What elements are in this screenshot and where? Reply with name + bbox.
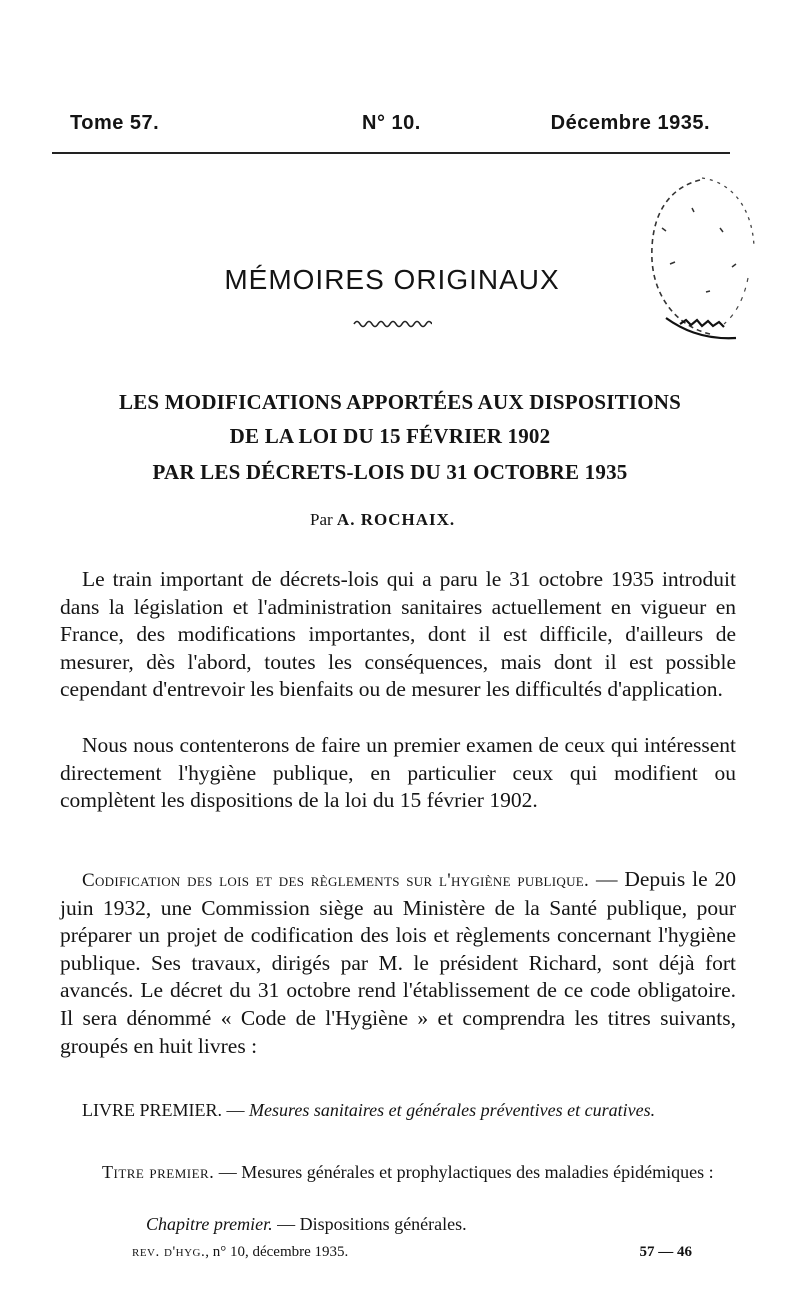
titre-text: Mesures générales et prophylactiques des maladies épidémiques : <box>241 1162 714 1182</box>
article-title-line-2: DE LA LOI DU 15 FÉVRIER 1902 <box>229 424 551 448</box>
livre-text: Mesures sanitaires et générales préventives et curatives. <box>249 1100 656 1120</box>
livre-label: LIVRE PREMIER. <box>82 1100 223 1120</box>
section-title: MÉMOIRES ORIGINAUX <box>224 264 560 295</box>
footer-citation <box>132 1244 348 1261</box>
header-rule <box>52 152 730 154</box>
outline-chapitre: Chapitre premier. — Dispositions générales. <box>146 1214 467 1234</box>
chapitre-label: Chapitre premier. <box>146 1214 273 1234</box>
author-byline <box>310 510 455 530</box>
body-paragraph-3 <box>60 866 736 1060</box>
footer-journal: rev. d'hyg. <box>132 1244 206 1260</box>
outline-livre: LIVRE PREMIER. — Mesures sanitaires et générales préventives et curatives. <box>82 1100 656 1120</box>
library-stamp-icon <box>640 168 760 348</box>
codification-text: — Depuis le 20 juin 1932, une Commission siège au Ministère de la Santé publique, pour préparer un projet de codification des lois et règlements concernant l'hygiène publique. Ses travaux, dirigés par M. le président Richard, sont déjà fort avancés. Le décret du 31 octobre rend l'établissement de ce code obligatoire. Il sera dénommé « Code de l'Hygiène » et comprendra les titres suivants, groupés en huit livres : <box>60 867 736 1058</box>
author-prefix: Par <box>310 510 333 529</box>
ornament-divider <box>352 318 432 330</box>
titre-label: Titre premier. <box>102 1162 215 1182</box>
page-footer <box>132 1244 692 1268</box>
author-name: A. ROCHAIX. <box>336 510 456 529</box>
outline-titre: Titre premier. — Mesures générales et prophylactiques des maladies épidémiques : <box>82 1160 742 1185</box>
body-paragraph-2: Nous nous contenterons de faire un premier examen de ceux qui intéressent directement l'hygiène publique, en particulier ceux qui modifient ou complètent les dispositions de la loi du 15 février 1902. <box>60 733 736 813</box>
article-title-line-3: PAR LES DÉCRETS-LOIS DU 31 OCTOBRE 1935 <box>152 460 628 484</box>
footer-signature: 57 — 46 <box>639 1244 692 1260</box>
running-header <box>70 112 710 142</box>
footer-issue: , n° 10, décembre 1935. <box>205 1244 349 1260</box>
body-paragraph-1: Le train important de décrets-lois qui a paru le 31 octobre 1935 introduit dans la législation et l'administration sanitaires actuellement en vigueur en France, des modifications importantes, dont il est difficile, d'ailleurs de mesurer, dès l'abord, toutes les conséquences, mais dont il est possible cependant d'entrevoir les bienfaits ou de mesurer les difficultés d'application. <box>60 567 736 702</box>
chapitre-text: Dispositions générales. <box>299 1214 467 1234</box>
article-title-line-1: LES MODIFICATIONS APPORTÉES AUX DISPOSITIONS <box>119 390 681 414</box>
codification-heading: Codification des lois et des règlements sur l'hygiène publique. <box>82 870 590 891</box>
volume-label: Tome 57. <box>70 112 160 134</box>
issue-number: N° 10. <box>362 112 421 134</box>
issue-date: Décembre 1935. <box>550 112 710 134</box>
